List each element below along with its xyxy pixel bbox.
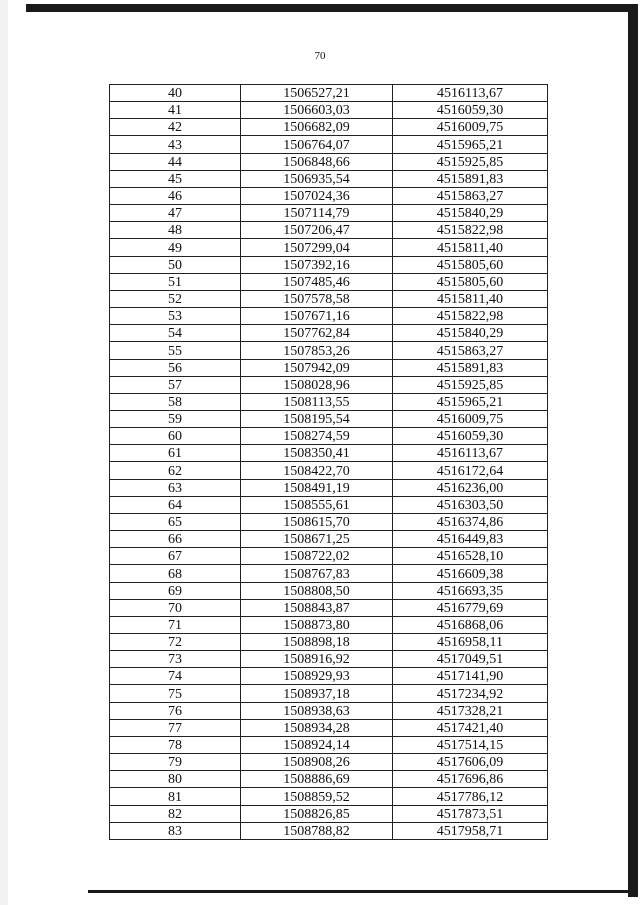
table-row: [110, 273, 548, 290]
x-coordinate-cell: 1508938,63: [241, 702, 393, 719]
table-row: [110, 256, 548, 273]
table-row: [110, 153, 548, 170]
point-number-cell: 41: [110, 102, 241, 119]
y-coordinate-cell: 4515822,98: [393, 308, 548, 325]
table-row: [110, 719, 548, 736]
point-number-cell: 75: [110, 685, 241, 702]
point-number-cell: 82: [110, 805, 241, 822]
y-coordinate-cell: 4517696,86: [393, 771, 548, 788]
point-number-cell: 77: [110, 719, 241, 736]
point-number-cell: 72: [110, 634, 241, 651]
x-coordinate-cell: 1508350,41: [241, 445, 393, 462]
table-row: [110, 119, 548, 136]
table-row: [110, 496, 548, 513]
y-coordinate-cell: 4516113,67: [393, 445, 548, 462]
table-row: [110, 668, 548, 685]
table-row: [110, 239, 548, 256]
table-row: [110, 754, 548, 771]
table-row: [110, 582, 548, 599]
y-coordinate-cell: 4516059,30: [393, 102, 548, 119]
y-coordinate-cell: 4516009,75: [393, 410, 548, 427]
point-number-cell: 49: [110, 239, 241, 256]
table-row: [110, 771, 548, 788]
x-coordinate-cell: 1507578,58: [241, 290, 393, 307]
x-coordinate-cell: 1508028,96: [241, 376, 393, 393]
point-number-cell: 48: [110, 222, 241, 239]
y-coordinate-cell: 4515925,85: [393, 153, 548, 170]
table-row: [110, 342, 548, 359]
point-number-cell: 62: [110, 462, 241, 479]
x-coordinate-cell: 1507024,36: [241, 187, 393, 204]
table-row: [110, 325, 548, 342]
y-coordinate-cell: 4516236,00: [393, 479, 548, 496]
point-number-cell: 73: [110, 651, 241, 668]
coordinates-table-body: [110, 85, 548, 840]
x-coordinate-cell: 1506682,09: [241, 119, 393, 136]
y-coordinate-cell: 4516779,69: [393, 599, 548, 616]
point-number-cell: 61: [110, 445, 241, 462]
y-coordinate-cell: 4515811,40: [393, 290, 548, 307]
y-coordinate-cell: 4516009,75: [393, 119, 548, 136]
point-number-cell: 69: [110, 582, 241, 599]
scan-edge-left: [0, 0, 8, 905]
x-coordinate-cell: 1508615,70: [241, 513, 393, 530]
y-coordinate-cell: 4517514,15: [393, 736, 548, 753]
y-coordinate-cell: 4515805,60: [393, 256, 548, 273]
table-row: [110, 685, 548, 702]
y-coordinate-cell: 4516609,38: [393, 565, 548, 582]
x-coordinate-cell: 1508934,28: [241, 719, 393, 736]
scan-border-right: [628, 4, 638, 897]
y-coordinate-cell: 4516528,10: [393, 548, 548, 565]
point-number-cell: 56: [110, 359, 241, 376]
scan-border-top: [26, 4, 638, 12]
y-coordinate-cell: 4517606,09: [393, 754, 548, 771]
point-number-cell: 65: [110, 513, 241, 530]
point-number-cell: 76: [110, 702, 241, 719]
table-row: [110, 634, 548, 651]
point-number-cell: 80: [110, 771, 241, 788]
x-coordinate-cell: 1506527,21: [241, 85, 393, 102]
x-coordinate-cell: 1508859,52: [241, 788, 393, 805]
y-coordinate-cell: 4516172,64: [393, 462, 548, 479]
y-coordinate-cell: 4517873,51: [393, 805, 548, 822]
table-row: [110, 616, 548, 633]
table-row: [110, 462, 548, 479]
point-number-cell: 52: [110, 290, 241, 307]
point-number-cell: 71: [110, 616, 241, 633]
y-coordinate-cell: 4515822,98: [393, 222, 548, 239]
point-number-cell: 47: [110, 205, 241, 222]
x-coordinate-cell: 1508195,54: [241, 410, 393, 427]
point-number-cell: 57: [110, 376, 241, 393]
x-coordinate-cell: 1508908,26: [241, 754, 393, 771]
table-row: [110, 205, 548, 222]
y-coordinate-cell: 4516868,06: [393, 616, 548, 633]
x-coordinate-cell: 1508274,59: [241, 428, 393, 445]
x-coordinate-cell: 1507762,84: [241, 325, 393, 342]
point-number-cell: 70: [110, 599, 241, 616]
point-number-cell: 78: [110, 736, 241, 753]
table-row: [110, 85, 548, 102]
x-coordinate-cell: 1507942,09: [241, 359, 393, 376]
table-row: [110, 136, 548, 153]
table-row: [110, 222, 548, 239]
x-coordinate-cell: 1508826,85: [241, 805, 393, 822]
point-number-cell: 64: [110, 496, 241, 513]
y-coordinate-cell: 4517958,71: [393, 822, 548, 839]
table-row: [110, 428, 548, 445]
y-coordinate-cell: 4517328,21: [393, 702, 548, 719]
x-coordinate-cell: 1508873,80: [241, 616, 393, 633]
y-coordinate-cell: 4515805,60: [393, 273, 548, 290]
x-coordinate-cell: 1508491,19: [241, 479, 393, 496]
x-coordinate-cell: 1508924,14: [241, 736, 393, 753]
x-coordinate-cell: 1508937,18: [241, 685, 393, 702]
x-coordinate-cell: 1508843,87: [241, 599, 393, 616]
table-row: [110, 102, 548, 119]
x-coordinate-cell: 1507853,26: [241, 342, 393, 359]
y-coordinate-cell: 4516303,50: [393, 496, 548, 513]
y-coordinate-cell: 4515811,40: [393, 239, 548, 256]
table-row: [110, 651, 548, 668]
x-coordinate-cell: 1508722,02: [241, 548, 393, 565]
y-coordinate-cell: 4516113,67: [393, 85, 548, 102]
point-number-cell: 44: [110, 153, 241, 170]
x-coordinate-cell: 1508422,70: [241, 462, 393, 479]
y-coordinate-cell: 4515891,83: [393, 170, 548, 187]
page-number: 70: [314, 50, 326, 62]
x-coordinate-cell: 1508788,82: [241, 822, 393, 839]
y-coordinate-cell: 4515840,29: [393, 205, 548, 222]
point-number-cell: 79: [110, 754, 241, 771]
y-coordinate-cell: 4515965,21: [393, 136, 548, 153]
point-number-cell: 58: [110, 393, 241, 410]
coordinates-table: [109, 84, 548, 840]
x-coordinate-cell: 1507485,46: [241, 273, 393, 290]
y-coordinate-cell: 4517234,92: [393, 685, 548, 702]
x-coordinate-cell: 1508929,93: [241, 668, 393, 685]
x-coordinate-cell: 1506764,07: [241, 136, 393, 153]
x-coordinate-cell: 1508767,83: [241, 565, 393, 582]
x-coordinate-cell: 1508886,69: [241, 771, 393, 788]
x-coordinate-cell: 1506848,66: [241, 153, 393, 170]
x-coordinate-cell: 1508671,25: [241, 531, 393, 548]
point-number-cell: 63: [110, 479, 241, 496]
x-coordinate-cell: 1508916,92: [241, 651, 393, 668]
x-coordinate-cell: 1508555,61: [241, 496, 393, 513]
x-coordinate-cell: 1507206,47: [241, 222, 393, 239]
table-row: [110, 187, 548, 204]
x-coordinate-cell: 1506603,03: [241, 102, 393, 119]
x-coordinate-cell: 1507392,16: [241, 256, 393, 273]
y-coordinate-cell: 4516958,11: [393, 634, 548, 651]
y-coordinate-cell: 4516449,83: [393, 531, 548, 548]
y-coordinate-cell: 4515863,27: [393, 187, 548, 204]
table-row: [110, 513, 548, 530]
table-row: [110, 410, 548, 427]
y-coordinate-cell: 4516059,30: [393, 428, 548, 445]
y-coordinate-cell: 4517141,90: [393, 668, 548, 685]
table-row: [110, 805, 548, 822]
table-row: [110, 702, 548, 719]
x-coordinate-cell: 1507114,79: [241, 205, 393, 222]
point-number-cell: 60: [110, 428, 241, 445]
table-row: [110, 788, 548, 805]
point-number-cell: 54: [110, 325, 241, 342]
y-coordinate-cell: 4515863,27: [393, 342, 548, 359]
point-number-cell: 40: [110, 85, 241, 102]
y-coordinate-cell: 4515840,29: [393, 325, 548, 342]
y-coordinate-cell: 4517049,51: [393, 651, 548, 668]
x-coordinate-cell: 1506935,54: [241, 170, 393, 187]
y-coordinate-cell: 4515891,83: [393, 359, 548, 376]
y-coordinate-cell: 4516374,86: [393, 513, 548, 530]
table-row: [110, 359, 548, 376]
table-row: [110, 531, 548, 548]
point-number-cell: 83: [110, 822, 241, 839]
point-number-cell: 74: [110, 668, 241, 685]
point-number-cell: 42: [110, 119, 241, 136]
point-number-cell: 50: [110, 256, 241, 273]
y-coordinate-cell: 4515965,21: [393, 393, 548, 410]
table-row: [110, 599, 548, 616]
x-coordinate-cell: 1507671,16: [241, 308, 393, 325]
x-coordinate-cell: 1508113,55: [241, 393, 393, 410]
table-row: [110, 290, 548, 307]
point-number-cell: 66: [110, 531, 241, 548]
x-coordinate-cell: 1508808,50: [241, 582, 393, 599]
point-number-cell: 81: [110, 788, 241, 805]
point-number-cell: 51: [110, 273, 241, 290]
x-coordinate-cell: 1507299,04: [241, 239, 393, 256]
y-coordinate-cell: 4515925,85: [393, 376, 548, 393]
y-coordinate-cell: 4517786,12: [393, 788, 548, 805]
table-row: [110, 445, 548, 462]
table-row: [110, 170, 548, 187]
y-coordinate-cell: 4517421,40: [393, 719, 548, 736]
point-number-cell: 55: [110, 342, 241, 359]
table-row: [110, 548, 548, 565]
point-number-cell: 43: [110, 136, 241, 153]
y-coordinate-cell: 4516693,35: [393, 582, 548, 599]
table-row: [110, 393, 548, 410]
scan-border-bottom: [88, 890, 638, 893]
point-number-cell: 67: [110, 548, 241, 565]
table-row: [110, 376, 548, 393]
point-number-cell: 46: [110, 187, 241, 204]
table-row: [110, 479, 548, 496]
table-row: [110, 736, 548, 753]
x-coordinate-cell: 1508898,18: [241, 634, 393, 651]
point-number-cell: 53: [110, 308, 241, 325]
table-row: [110, 308, 548, 325]
point-number-cell: 45: [110, 170, 241, 187]
point-number-cell: 59: [110, 410, 241, 427]
table-row: [110, 565, 548, 582]
table-row: [110, 822, 548, 839]
point-number-cell: 68: [110, 565, 241, 582]
